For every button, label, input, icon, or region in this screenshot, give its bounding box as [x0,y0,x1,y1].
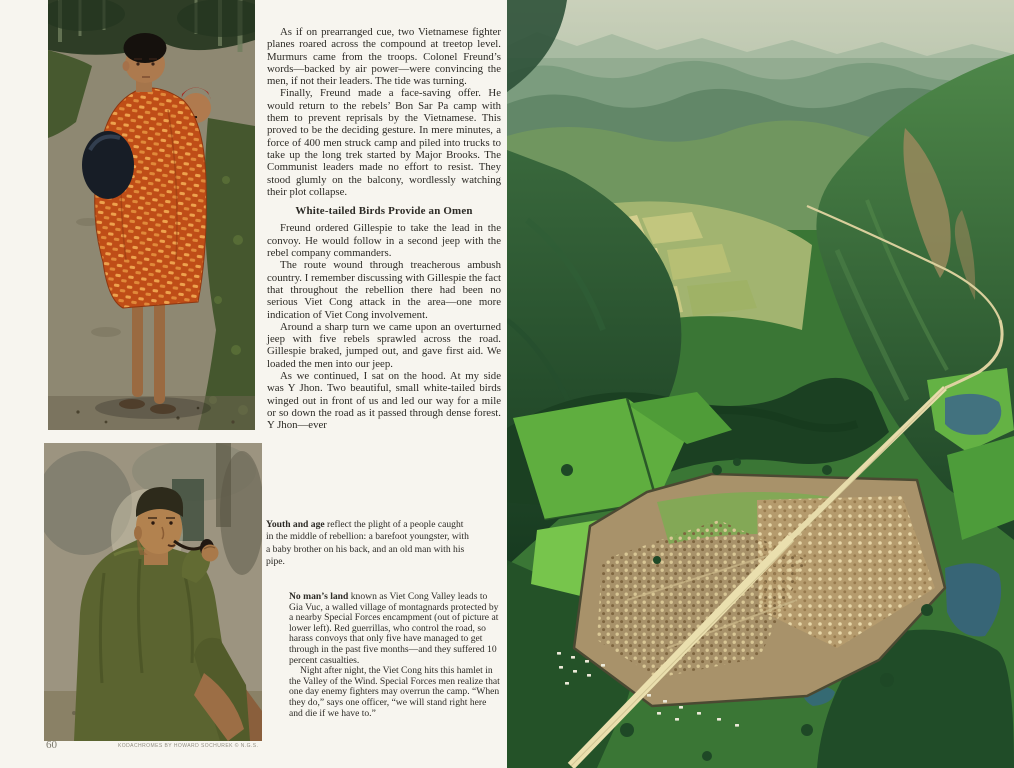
caption-lead-in: No man’s land [289,591,349,602]
article-paragraph: Finally, Freund made a face-saving offer. He would return to the rebels’ Bon Sar Pa camp with them to prevent reprisals by the Vietnamese. This proved to be the deciding gesture. In mere minutes, a force of 400 men struck camp and piled into trucks to take up the long trek started by Major Brooks. The Communist leaders made no effort to resist. They stood glumly on the balcony, wordlessly watching their plot collapse. [267,87,501,198]
caption-paragraph: Night after night, the Viet Cong hits this hamlet in the Valley of the Wind. Special Forces men realize that one day enemy fighters may overrun the camp. “When they do,” says one officer, “we will stand right here and die if we have to.” [289,665,500,719]
boy-with-baby-illustration [48,0,255,430]
photo-old-man [44,443,262,741]
aerial-valley-illustration [507,0,1014,768]
article-paragraph: The route wound through treacherous ambush country. I remember discussing with Gillespie the fact that throughout the rebellion there had been no serious Viet Cong attack in the area—one more indication of Viet Cong involvement. [267,259,501,321]
section-heading: White-tailed Birds Provide an Omen [295,205,473,218]
caption-no-mans-land [289,592,501,719]
article-paragraph: Around a sharp turn we came upon an overturned jeep with five rebels sprawled across the road. Gillespie braked, jumped out, and gave first aid. We loaded the men into our jeep. [267,320,501,370]
photo-credit: KODACHROMES BY HOWARD SOCHUREK © N.G.S. [118,743,259,749]
article-column [267,26,501,432]
page-number: 60 [46,739,57,751]
caption-text: reflect the plight of a people caught in the middle of rebellion: a barefoot youngster, with a baby brother on his back, and an old man with his pipe. [266,519,469,568]
caption-paragraph [289,592,501,666]
photo-aerial-valley [507,0,1014,768]
caption-lead-in: Youth and age [266,519,325,530]
caption-youth-and-age [266,519,472,569]
photo-boy-with-baby [48,0,255,430]
caption-text: known as Viet Cong Valley leads to Gia Vuc, a walled village of montagnards protected by a nearby Special Forces encampment (out of picture at lower left). Red guerrillas, who control the road, so harass convoys that only five have managed to get through in the past five months—and they suffered 10 percent casualties. [289,591,499,666]
article-paragraph: Freund ordered Gillespie to take the lead in the convoy. He would follow in a second jeep with the rebel company commanders. [267,222,501,260]
article-paragraph: As if on prearranged cue, two Vietnamese fighter planes roared across the compound at treetop level. Murmurs came from the troops. Colonel Freund’s words—backed by air power—were convincing the men, if not their leaders. The tide was turning. [267,26,501,88]
old-man-illustration [44,443,262,741]
article-paragraph: As we continued, I sat on the hood. At my side was Y Jhon. Two beautiful, small white-tailed birds winged out in front of us and led our way for a mile or so down the road as it passed through dense forest. Y Jhon—ever [267,370,501,432]
